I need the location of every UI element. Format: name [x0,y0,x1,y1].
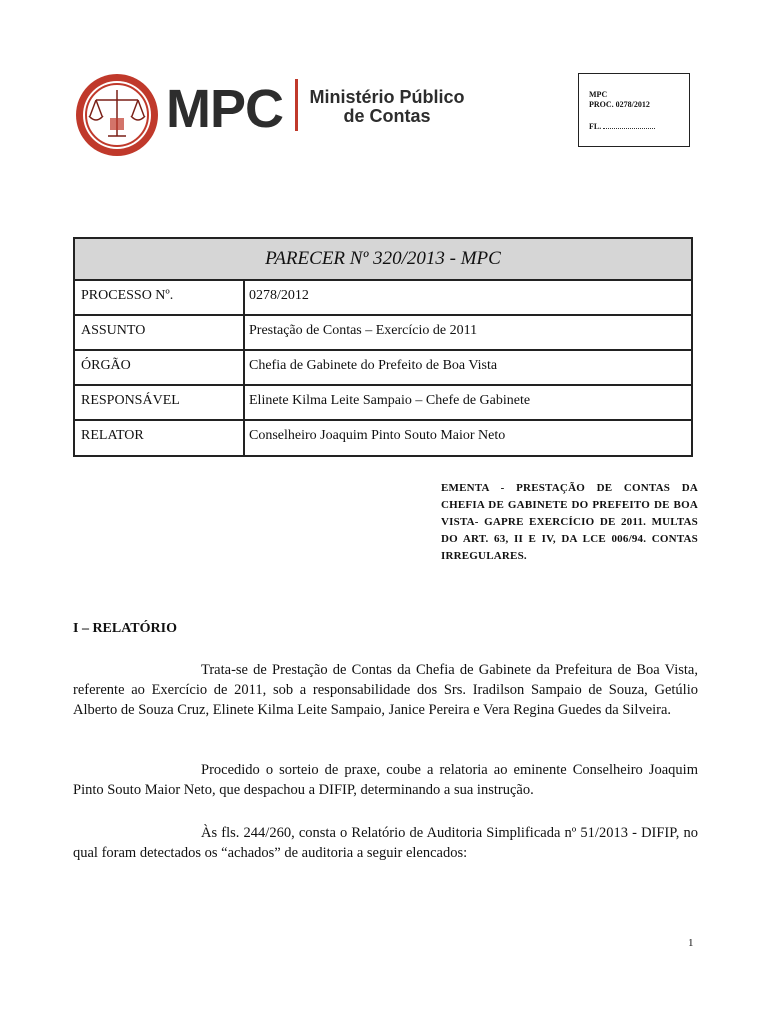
paragraph [73,660,698,720]
row-label: RESPONSÁVEL [75,386,245,419]
logo-name [302,88,472,126]
scales-of-justice-seal-icon [74,72,160,158]
section-title: I – RELATÓRIO [73,621,177,636]
row-value: Chefia de Gabinete do Prefeito de Boa Vista [249,358,498,373]
process-stamp [578,73,690,147]
table-row [75,421,691,455]
stamp-line1: MPC [589,90,608,99]
row-label: ÓRGÃO [75,351,245,384]
paragraph [73,760,698,800]
stamp-folio [589,122,689,132]
logo-divider [295,79,298,131]
table-row [75,351,691,386]
stamp-line3: FL. [589,122,602,131]
paragraph-text: Trata-se de Prestação de Contas da Chefia de Gabinete da Prefeitura de Boa Vista, referente ao Exercício de 2011, sob a responsabilidade dos Srs. Iradilson Sampaio de Souza, Getúlio Alberto de Souza Cruz, Elinete Kilma Leite Sampaio, Janice Pereira e Vera Regina Guedes da Silveira. [73,662,698,718]
paragraph-text: Às fls. 244/260, consta o Relatório de Auditoria Simplificada nº 51/2013 - DIFIP, no qual foram detectados os “achados” de auditoria a seguir elencados: [73,825,698,861]
row-label: PROCESSO Nº. [75,281,245,314]
parecer-title: PARECER Nº 320/2013 - MPC [75,239,691,281]
table-row [75,316,691,351]
logo-acronym: MPC [166,79,283,139]
logo-name-line2: de Contas [343,106,431,126]
table-row [75,386,691,421]
folio-blank [603,128,655,129]
row-label: RELATOR [75,421,245,455]
parecer-table [73,237,693,457]
logo-name-line1: Ministério Público [309,87,465,107]
paragraph [73,823,698,863]
row-value: Conselheiro Joaquim Pinto Souto Maior Neto [249,428,506,443]
paragraph-text: Procedido o sorteio de praxe, coube a relatoria ao eminente Conselheiro Joaquim Pinto Souto Maior Neto, que despachou a DIFIP, determinando a sua instrução. [73,762,698,798]
row-value: Elinete Kilma Leite Sampaio – Chefe de Gabinete [249,393,531,408]
page-number: 1 [688,937,694,949]
ementa-summary: EMENTA - PRESTAÇÃO DE CONTAS DA CHEFIA DE GABINETE DO PREFEITO DE BOA VISTA- GAPRE EXERCÍCIO DE 2011. MULTAS DO ART. 63, II E IV, DA LCE 006/94. CONTAS IRREGULARES. [441,482,698,562]
row-label: ASSUNTO [75,316,245,349]
table-row [75,281,691,316]
row-value: Prestação de Contas – Exercício de 2011 [249,323,478,338]
row-value: 0278/2012 [249,288,309,303]
stamp-line2: PROC. 0278/2012 [589,100,650,109]
